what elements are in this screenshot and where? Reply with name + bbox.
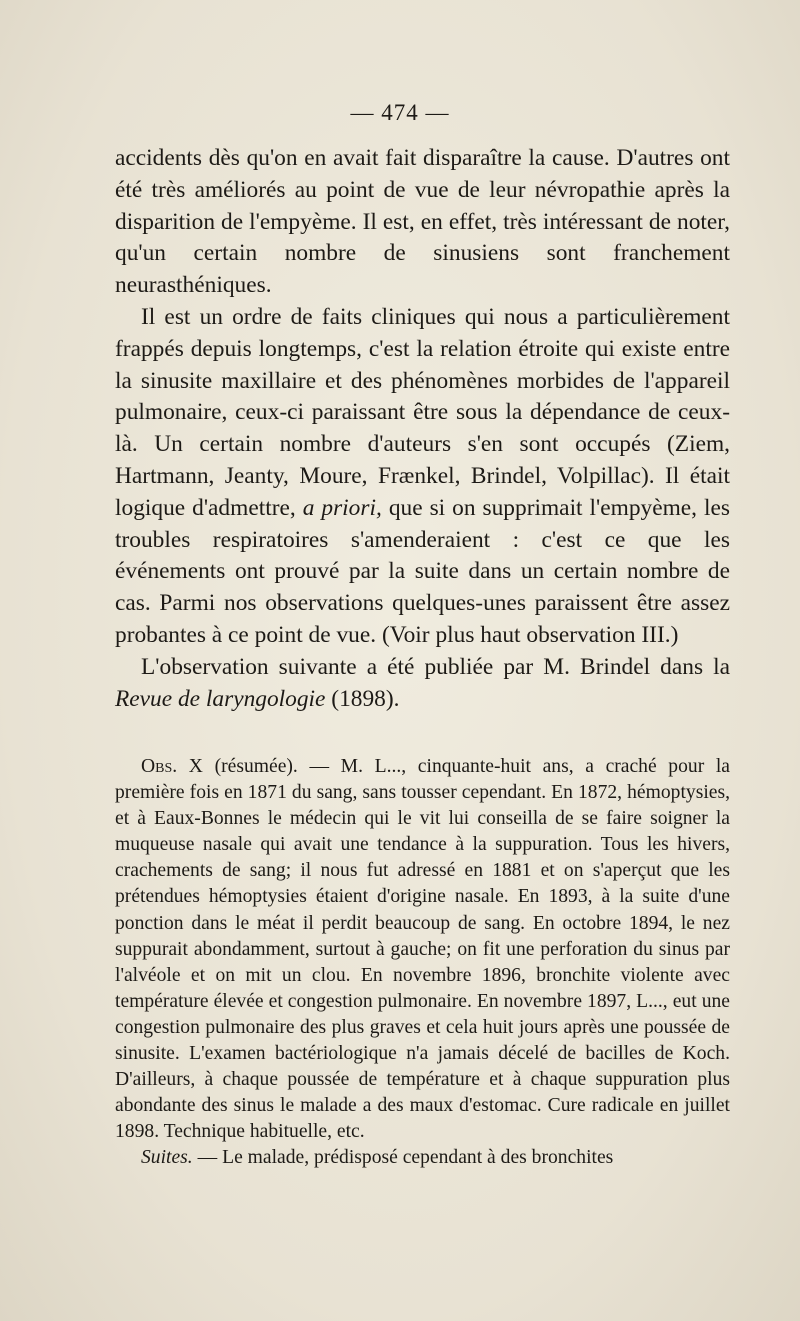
page-number: — 474 —: [350, 100, 450, 125]
paragraph-3-part-a: L'observation suivante a été publiée par M. Brindel dans la: [141, 653, 730, 680]
paragraph-3-part-b: (1898).: [331, 685, 400, 712]
observation-heading: Obs. X: [141, 756, 203, 777]
observation-block: [115, 754, 730, 1172]
suites-paragraph: [115, 1145, 730, 1171]
observation-paragraph: [115, 754, 730, 1145]
main-text: [115, 143, 730, 715]
observation-text: (résumée). — M. L..., cinquante-huit ans, a craché pour la première fois en 1871 du sang, sans tousser cependant. En 1872, hémoptysies, et à Eaux-Bonnes le médecin qui le vit lui conseilla de se faire soigner la muqueuse nasale qui avait une tendance à la suppuration. Tous les hivers, crachements de sang; il nous fut adressé en 1881 et on s'aperçut que les prétendues hémoptysies étaient d'origine nasale. En 1893, à la suite d'une ponction dans le méat il perdit beaucoup de sang. En octobre 1894, le nez suppurait abondamment, surtout à gauche; on fit une perforation du sinus par l'alvéole et on mit un clou. En novembre 1896, bronchite violente avec température élevée et congestion pulmonaire. En novembre 1897, L..., eut une congestion pulmonaire des plus graves et cela huit jours après une poussée de sinusite. L'examen bactériologique n'a jamais décelé de bacilles de Koch. D'ailleurs, à chaque poussée de température et à chaque suppuration plus abondante des sinus le malade a des maux d'estomac. Cure radicale en juillet 1898. Technique habituelle, etc.: [115, 756, 730, 1143]
paragraph-3: [115, 652, 730, 716]
paragraph-2: [115, 302, 730, 652]
journal-title-italic: Revue de laryngologie: [115, 685, 326, 712]
paragraph-1: accidents dès qu'on en avait fait disparaître la cause. D'autres ont été très améliorés au point de vue de leur névropathie après la disparition de l'empyème. Il est, en effet, très intéressant de noter, qu'un certain nombre de sinusiens sont franchement neurasthéniques.: [115, 145, 730, 299]
paragraph-2-part-b: que si on supprimait l'empyème, les troubles respiratoires s'amenderaient : c'est ce que les événements ont prouvé par la suite dans un certain nombre de cas. Parmi nos observations quelques-unes paraissent être assez probantes à ce point de vue. (Voir plus haut observation III.): [115, 494, 730, 648]
suites-label: Suites.: [141, 1147, 193, 1169]
suites-text: — Le malade, prédisposé cependant à des bronchites: [197, 1147, 614, 1169]
a-priori-italic: a priori,: [302, 494, 382, 521]
paragraph-2-part-a: Il est un ordre de faits cliniques qui nous a particulièrement frappés depuis longtemps, c'est la relation étroite qui existe entre la sinusite maxillaire et des phénomènes morbides de l'appareil pulmonaire, ceux-ci paraissant être sous la dépendance de ceux-là. Un certain nombre d'auteurs s'en sont occupés (Ziem, Hartmann, Jeanty, Moure, Frænkel, Brindel, Volpillac). Il était logique d'admettre,: [115, 303, 730, 521]
